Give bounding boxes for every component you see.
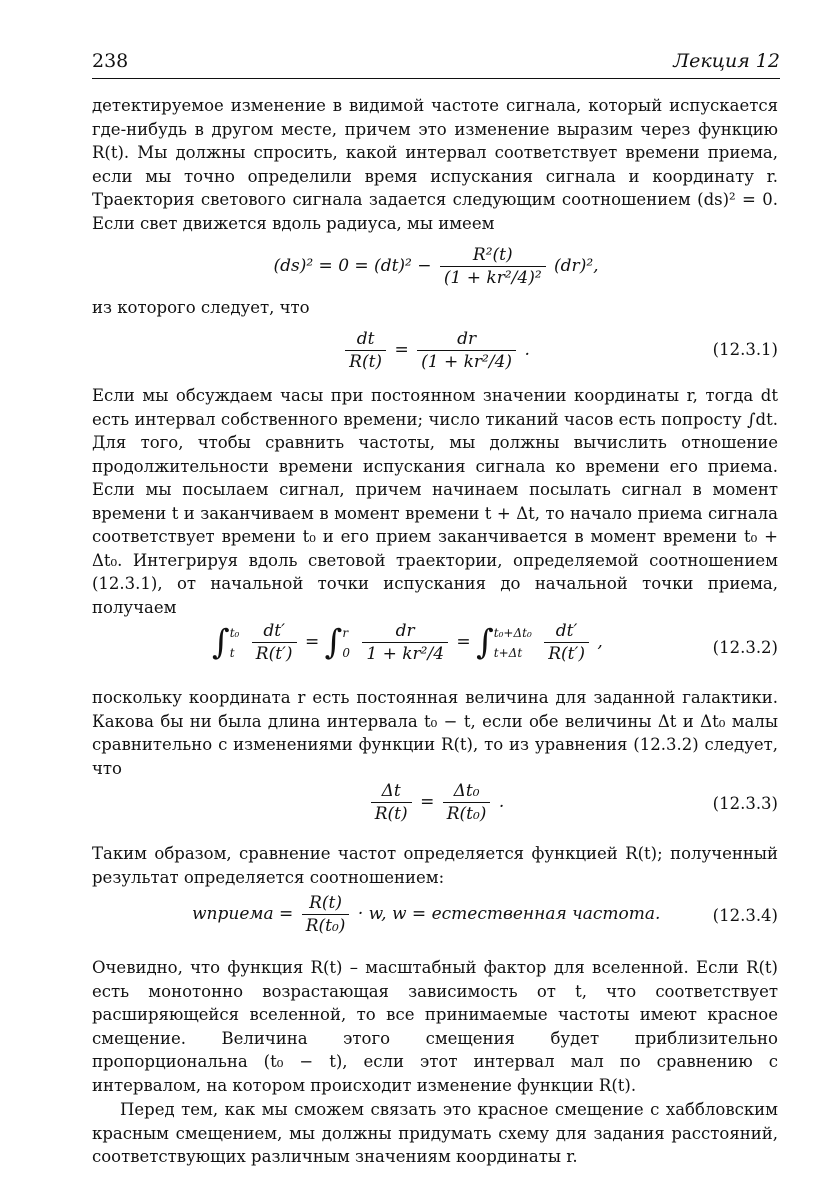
equation-number: (12.3.1) [712, 340, 778, 359]
lower-limit: t [229, 645, 235, 660]
lower-limit: t+Δt [493, 645, 523, 660]
integral-limits [494, 623, 532, 663]
paragraph-intro: детектируемое изменение в видимой частоте сигнала, который испускается где-нибудь в другом месте, причем это изменение выразим через функцию R(t). Мы должны спросить, какой интервал соответствует времени приема, если мы точно определили время испускания сигнала и координату r. Траектория светового сигнала задается следующим соотношением (ds)² = 0. Если свет движется вдоль радиуса, мы имеем [92, 96, 778, 233]
equals-sign: = [420, 792, 435, 812]
fraction-rhs [443, 780, 491, 825]
fraction-numerator: R(t) [309, 893, 342, 913]
running-title: Лекция 12 [673, 50, 780, 72]
paragraph-obviously: Очевидно, что функция R(t) – масштабный фактор для вселенной. Если R(t) есть монотонно возрастающая зависимость от t, что соответствует расширяющейся вселенной, то все принимаемые частоты имеют красное смещение. Величина этого смещения будет приблизительно пропорциональна (t₀ − t), если этот интервал мал по сравнению с интервалом, на котором происходит изменение функции R(t). [92, 958, 778, 1095]
equation-12-3-2 [92, 620, 780, 680]
equation-number: (12.3.2) [712, 638, 778, 657]
fraction-numerator: dr [457, 329, 477, 349]
fraction-numerator: Δt₀ [453, 781, 480, 801]
fraction-rhs [417, 328, 516, 373]
page-number: 238 [92, 50, 129, 72]
equation-12-3-1 [92, 328, 780, 378]
equation-number: (12.3.4) [712, 906, 778, 925]
integral-limits [230, 623, 240, 663]
equation-end: . [524, 340, 530, 360]
fraction-denominator: R(t₀) [443, 802, 491, 825]
equation-left: wприема = [192, 904, 294, 924]
fraction-numerator: dt [356, 329, 375, 349]
equals-sign: = [456, 632, 471, 652]
fraction-lhs [345, 328, 386, 373]
fraction-numerator: R²(t) [472, 245, 513, 265]
page-header [92, 50, 780, 79]
equation-end: , [597, 632, 603, 652]
equation-body [92, 328, 780, 373]
equation-number: (12.3.3) [712, 794, 778, 813]
equation-body [92, 244, 780, 289]
equation-left: (ds)² = 0 = (dt)² − [273, 256, 432, 276]
fraction-denominator: 1 + kr²/4 [362, 642, 448, 665]
equation-right: (dr)², [554, 256, 599, 276]
integral-sign: ∫ [212, 622, 230, 663]
equation-metric [92, 244, 780, 296]
fraction [362, 620, 448, 665]
fraction-denominator: R(t₀) [302, 914, 350, 937]
fraction [440, 244, 546, 289]
equation-body [192, 892, 780, 937]
fraction-denominator: (1 + kr²/4)² [440, 266, 546, 289]
upper-limit: t₀+Δt₀ [493, 625, 532, 640]
paragraph-from-which: из которого следует, что [92, 298, 310, 317]
integral-limits [342, 623, 350, 663]
lower-limit: 0 [342, 645, 350, 660]
fraction-denominator: R(t) [371, 802, 412, 825]
equation-12-3-3 [92, 780, 780, 832]
equals-sign: = [304, 632, 320, 652]
equation-body [92, 780, 780, 825]
fraction-numerator: Δt [381, 781, 401, 801]
fraction [302, 892, 350, 937]
paragraph-since-coordinate: поскольку координата r есть постоянная величина для заданной галактики. Какова бы ни была длина интервала t₀ − t, если обе величины Δt и Δt₀ малы сравнительно с изменениями функции R(t), то из уравнения (12.3.2) следует, что [92, 688, 778, 778]
integral-sign: ∫ [324, 622, 343, 663]
fraction-lhs [371, 780, 412, 825]
upper-limit: t₀ [229, 625, 240, 640]
equation-rest: · w, w = естественная частота. [357, 904, 661, 924]
fraction-denominator: R(t) [345, 350, 386, 373]
fraction-numerator: dt′ [263, 621, 285, 641]
fraction-denominator: (1 + kr²/4) [417, 350, 516, 373]
integral-sign: ∫ [476, 622, 494, 663]
paragraph-before: Перед тем, как мы сможем связать это красное смещение с хаббловским красным смещением, мы должны придумать схему для задания расстояний, соответствующих различным значениям координаты r. [92, 1100, 778, 1166]
equation-body [212, 620, 780, 665]
equals-sign: = [394, 340, 409, 360]
fraction-numerator: dr [395, 621, 415, 641]
paragraph-thus: Таким образом, сравнение частот определяется функцией R(t); полученный результат определяется соотношением: [92, 844, 778, 887]
fraction [544, 620, 589, 665]
fraction-denominator: R(t′) [544, 642, 589, 665]
fraction-denominator: R(t′) [252, 642, 297, 665]
fraction [252, 620, 297, 665]
upper-limit: r [342, 625, 349, 640]
equation-end: . [498, 792, 505, 812]
fraction-numerator: dt′ [555, 621, 578, 641]
equation-12-3-4 [92, 892, 780, 944]
paragraph-clocks: Если мы обсуждаем часы при постоянном значении координаты r, тогда dt есть интервал собственного времени; число тиканий часов есть попросту ∫dt. Для того, чтобы сравнить частоты, мы должны вычислить отношение продолжительности времени испускания сигнала ко времени его приема. Если мы посылаем сигнал, причем начинаем посылать сигнал в момент времени t и заканчиваем в момент времени t + Δt, то начало приема сигнала соответствует времени t₀ и его прием заканчивается в момент времени t₀ + Δt₀. Интегрируя вдоль световой траектории, определяемой соотношением (12.3.1), от начальной точки испускания до начальной точки приема, получаем [92, 386, 778, 617]
